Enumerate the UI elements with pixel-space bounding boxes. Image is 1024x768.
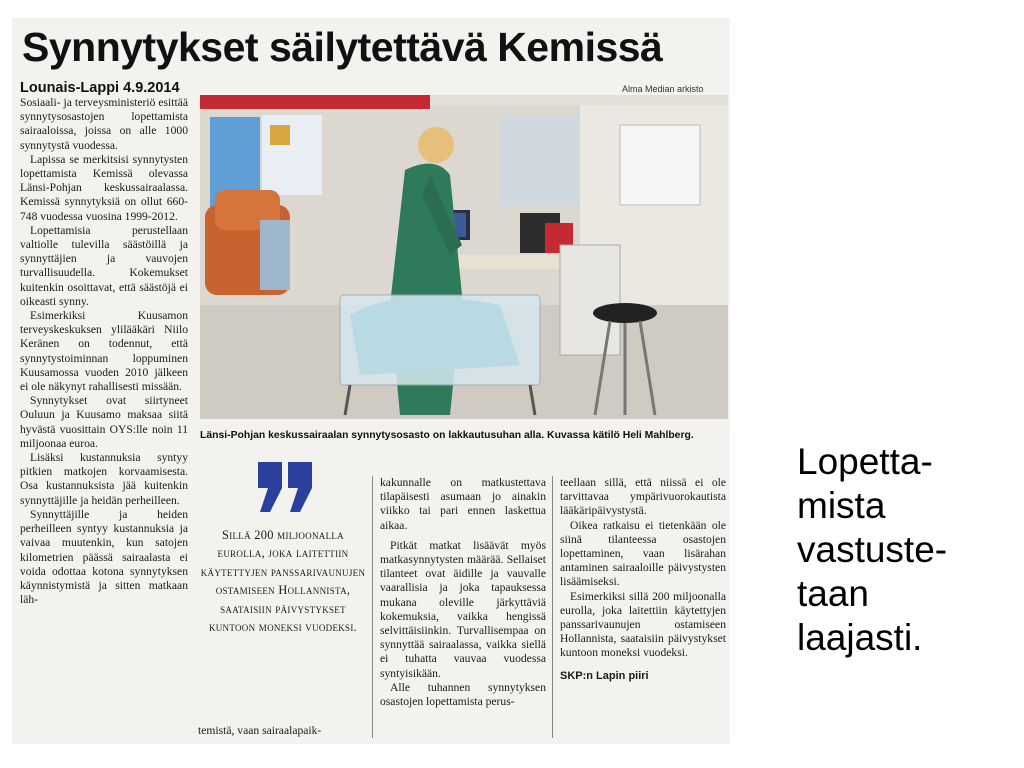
article-column-1 xyxy=(20,96,188,607)
side-caption-line: vastuste- xyxy=(797,529,948,570)
newspaper-clipping xyxy=(12,18,730,744)
paragraph: Lisäksi kustannuksia syntyy pitkien matkojen korvaamisesta. Osa kustannuksista jää kuitenkin synnyttäjille ja heidän perheilleen. xyxy=(20,451,188,507)
headline: Synnytykset säilytettävä Kemissä xyxy=(22,24,663,70)
photo-caption: Länsi-Pohjan keskussairaalan synnytysosasto on lakkautusuhan alla. Kuvassa kätilö Heli Mahlberg. xyxy=(200,430,694,441)
signature: SKP:n Lapin piiri xyxy=(560,669,649,682)
column-divider xyxy=(372,476,373,738)
pull-quote: Sillä 200 miljoonalla eurolla, joka laitettiin käytettyjen panssarivaunujen ostamiseen Hollannista, saataisiin päivystykset kuntoon moneksi vuodeksi. xyxy=(200,528,366,635)
paragraph: kakunnalle on matkustettava tilapäisesti asumaan jo ainakin viikko tai pari ennen laskettua aikaa. xyxy=(380,476,546,532)
side-caption-line: taan xyxy=(797,573,870,614)
paragraph: Sosiaali- ja terveysministeriö esittää synnytysosastojen lopettamista sairaaloissa, joissa on alle 1000 synnytystä vuodessa. xyxy=(20,96,188,152)
dateline: Lounais-Lappi 4.9.2014 xyxy=(20,80,180,96)
paragraph: Pitkät matkat lisäävät myös matkasynnytysten määrää. Sellaiset tilanteet ovat äidille ja vauvalle vaarallisia ja joka tapauksessa mukana oleville järkyttäviä kokemuksia, vaikka hengissä selvittäisiinkin. Turvallisempaa on synnyttää sairaalassa, vaikka siellä ei tuhatta vauvaa vuodessa syntyisikään. xyxy=(380,538,546,680)
column-2-tail: temistä, vaan sairaalapaik- xyxy=(198,724,322,737)
photo-illustration xyxy=(200,95,728,419)
paragraph: Synnyttäjille ja heiden perheilleen syntyy kustannuksia ja vaivaa muutenkin, kun satojen kilometrien päässä sairaalasta ei voida odottaa kotona synnytyksen käynnistymistä ja sitten matkaan läh- xyxy=(20,507,188,607)
paragraph: Lapissa se merkitsisi synnytysten lopettamista Kemissä olevassa Länsi-Pohjan keskussairaalassa. Kemissä synnytyksiä on ollut 660-748 vuodessa vuosina 1999-2012. xyxy=(20,152,188,223)
side-caption xyxy=(797,440,947,660)
article-column-4 xyxy=(560,476,726,683)
quote-mark-icon xyxy=(254,458,318,514)
paragraph: Esimerkiksi sillä 200 miljoonalla eurolla, joka laitettiin käytettyjen panssarivaunujen ostamiseen Hollannista, saataisiin päivystykset kuntoon moneksi vuodeksi. xyxy=(560,589,726,660)
column-divider xyxy=(552,476,553,738)
article-column-3 xyxy=(380,476,546,709)
photo-credit: Alma Median arkisto xyxy=(622,84,704,94)
side-caption-line: laajasti. xyxy=(797,617,923,658)
paragraph: Lopettamisia perustellaan valtiolle tulevilla säästöillä ja synnyttäjien ja vauvojen turvallisuudella. Kokemukset kuitenkin osoittavat, että säästöjä ei oikeasti synny. xyxy=(20,223,188,308)
paragraph: Oikea ratkaisu ei tietenkään ole siinä tilanteessa osastojen lopettaminen, vaan lisärahan antaminen sairaaloille päivystysten lisäämiseksi. xyxy=(560,518,726,589)
delivery-room-photo xyxy=(200,95,728,419)
paragraph: Alle tuhannen synnytyksen osastojen lopettamista perus- xyxy=(380,680,546,709)
paragraph: Esimerkiksi Kuusamon terveyskeskuksen ylilääkäri Niilo Keränen on todennut, että synnytystoiminnan loppuminen Kuusamossa vuoden 2010 jälkeen ei ole näkynyt rahallisesti missään. xyxy=(20,309,188,394)
side-caption-line: Lopetta- xyxy=(797,441,933,482)
paragraph: Synnytykset ovat siirtyneet Ouluun ja Kuusamo maksaa siitä hyvästä vuosittain OYS:lle noin 11 miljoonaa euroa. xyxy=(20,394,188,450)
side-caption-line: mista xyxy=(797,485,886,526)
paragraph: teellaan sillä, että niissä ei ole tarvittavaa ympärivuorokautista lääkäripäivystystä. xyxy=(560,476,726,518)
